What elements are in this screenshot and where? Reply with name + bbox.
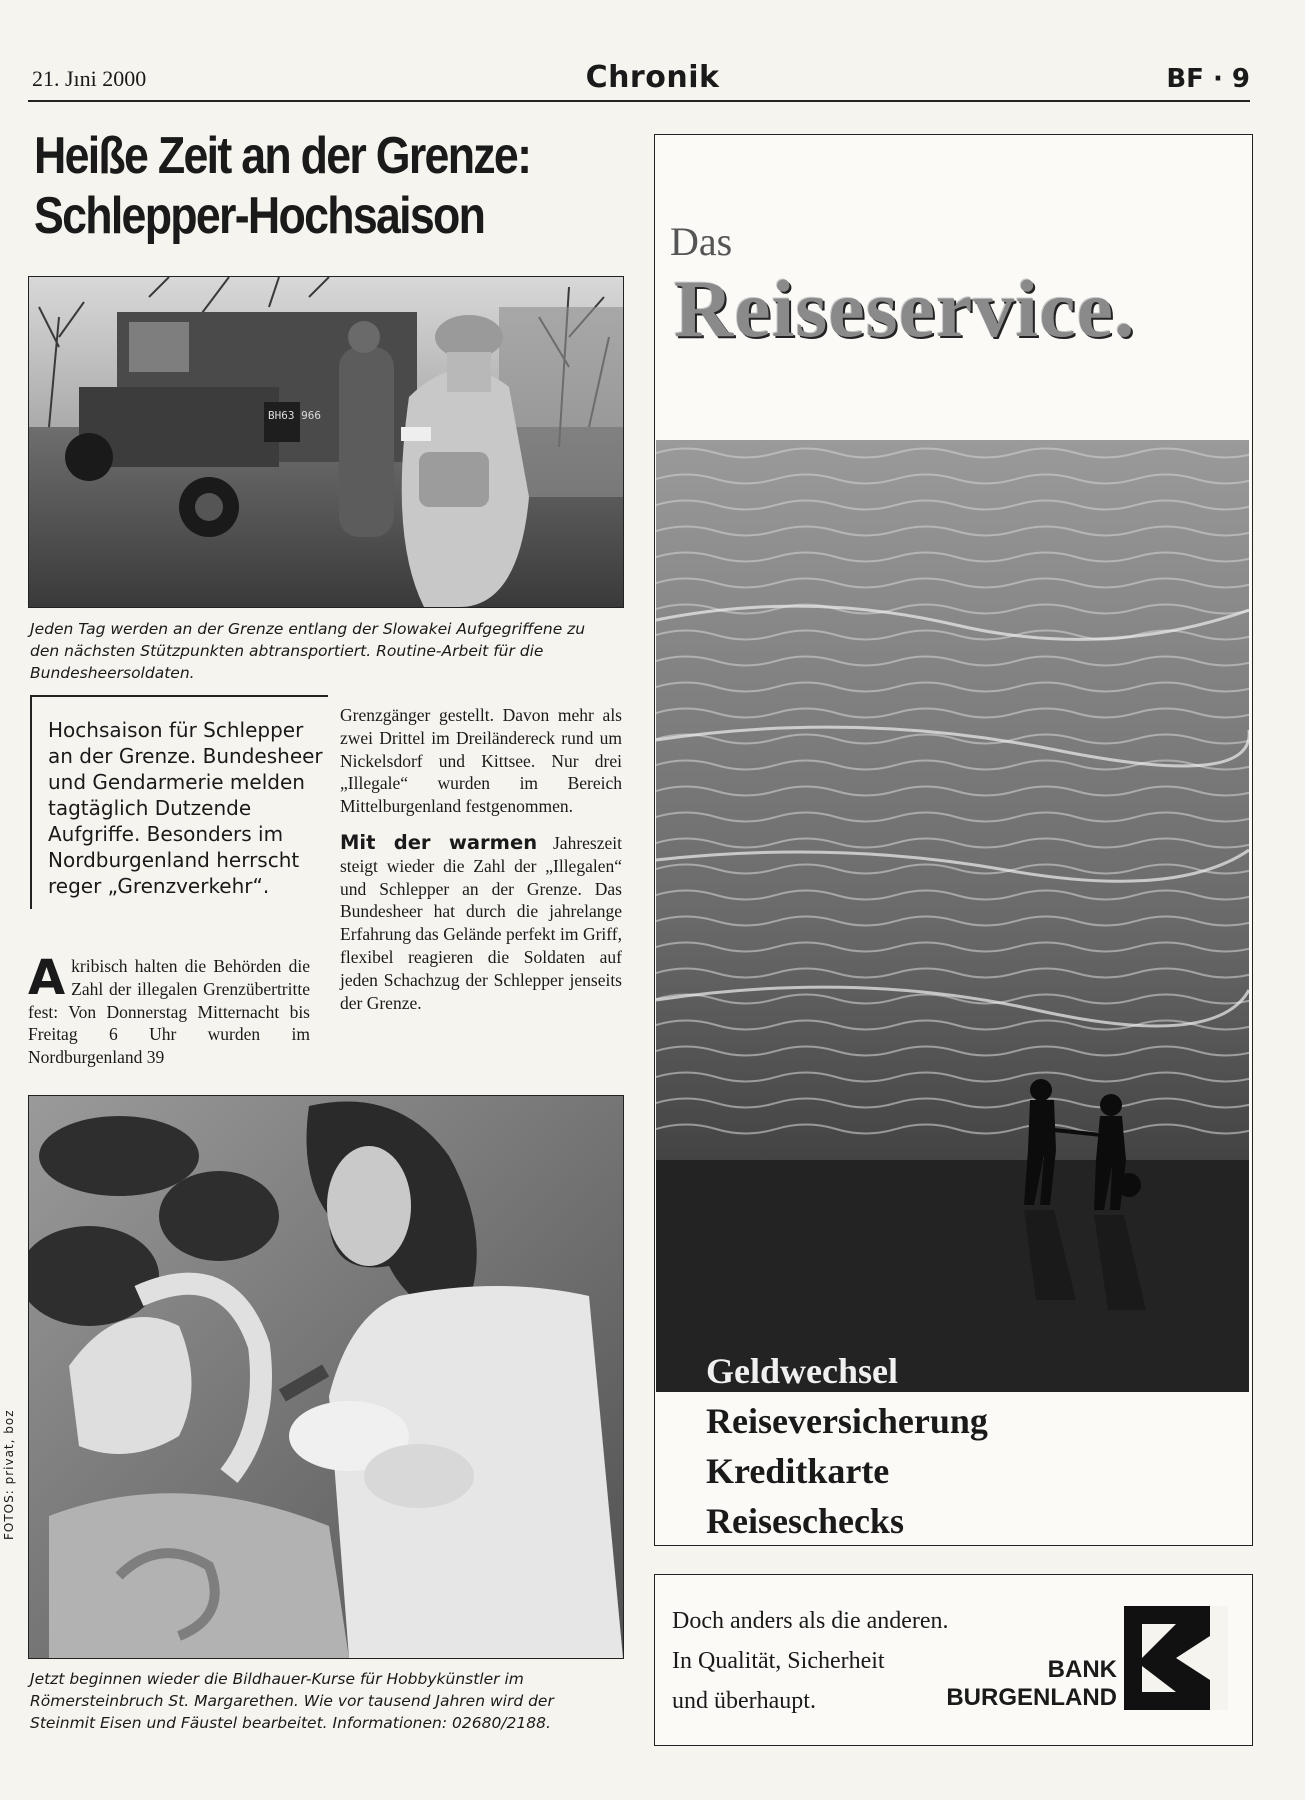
body-column-1 [28,950,310,1069]
run-in-heading: Mit der warmen [340,830,538,854]
header-rule [28,100,1250,102]
headline-line-2: Schlepper-Hochsaison [34,187,485,245]
body-paragraph-2: Grenzgänger gestellt. Davon mehr als zwei Drittel im Dreiländereck rund um Nickelsdorf und Kittsee. Nur drei „Illegale“ wurden im Bereich Mittelburgenland festgenommen. [340,705,622,817]
photo-caption-2: Jetzt beginnen wieder die Bildhauer-Kurse für Hobbykünstler im Römersteinbruch St. Margarethen. Wie vor tausend Jahren wird der Steinmit Eisen und Fäustel bearbeitet. Informationen: 02680/2188. [30,1670,554,1732]
border-patrol-photo [28,276,624,608]
page-number: BF · 9 [1166,64,1250,94]
body-paragraph-3-text: Jahreszeit steigt wieder die Zahl der „Illegalen“ und Schlepper an der Grenze. Das Bundesheer hat durch die jahrelange Erfahrung das Gelände perfekt im Griff, flexibel reagieren die Soldaten auf jeden Schachzug der Schlepper jenseits der Grenze. [340,832,622,1013]
slogan-line-3: und überhaupt. [672,1688,816,1714]
issue-date: 21. Jıni 2000 [32,66,147,91]
ad-item-reiseschecks: Reiseschecks [706,1501,904,1541]
ad-item-reiseversicherung: Reiseversicherung [706,1401,988,1441]
headline [34,126,550,246]
section-title: Chronik [585,60,720,95]
sculptor-photo [28,1095,624,1659]
photo-credit: FOTOS: privat, boz [2,1409,16,1540]
headline-line-1: Heiße Zeit an der Grenze: [34,127,531,185]
bank-name-line-1: BANK [1047,1656,1117,1683]
bank-logo-icon [1124,1606,1228,1710]
license-plate: BH63 966 [268,409,321,422]
photo-caption-1: Jeden Tag werden an der Grenze entlang der Slowakei Aufgegriffene zu den nächsten Stützpunkten abtransportiert. Routine-Arbeit für die Bundesheersoldaten. [30,620,586,682]
slogan-line-1: Doch anders als die anderen. [672,1608,949,1634]
body-column-2 [340,704,622,1014]
lead-paragraph: Hochsaison für Schlepper an der Grenze. Bundesheer und Gendarmerie melden tagtäglich Dutzende Aufgriffe. Besonders im Nordburgenland herrscht reger „Grenzverkehr“. [30,695,328,909]
body-paragraph-3 [340,832,622,1014]
slogan-line-2: In Qualität, Sicherheit [672,1648,885,1674]
ad-item-kreditkarte: Kreditkarte [706,1451,890,1491]
beach-photo [656,440,1249,1392]
body-paragraph-1: kribisch halten die Behörden die Zahl der illegalen Grenzübertritte fest: Von Donnerstag Mitternacht bis Freitag 6 Uhr wurden im Nordburgenland 39 [28,956,310,1068]
bank-name-line-2: BURGENLAND [946,1684,1117,1711]
drop-cap: A [28,950,66,1006]
ad-item-geldwechsel: Geldwechsel [706,1351,898,1391]
ad-das-label: Das [670,219,733,264]
ad-title: Reiseservice. [674,263,1136,354]
